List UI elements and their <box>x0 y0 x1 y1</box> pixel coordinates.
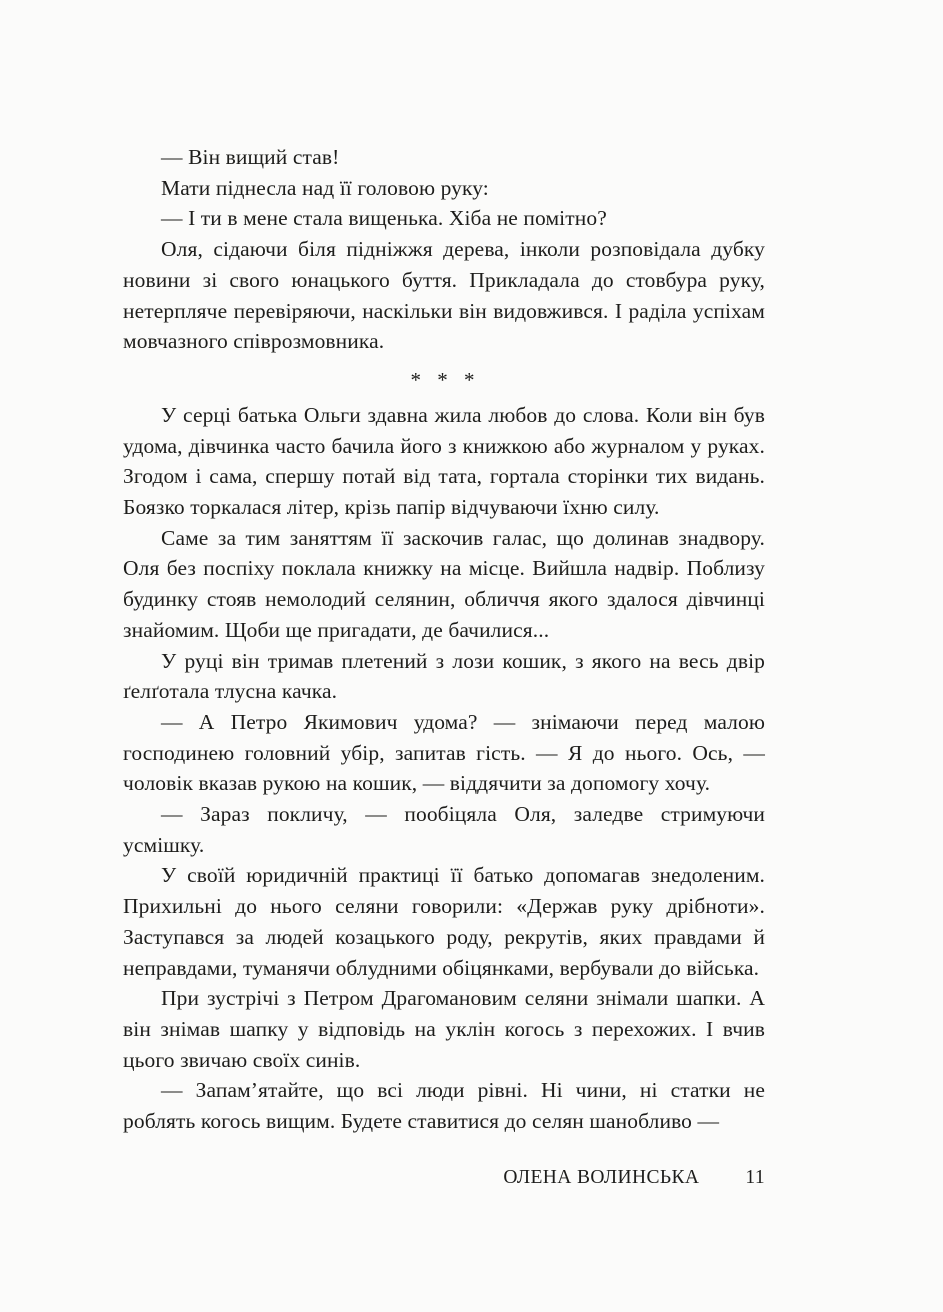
paragraph: Оля, сідаючи біля підніжжя дерева, інколи розповідала дубку новини зі свого юнацького буття. Прикладала до стовбура руку, нетерпляче перевіряючи, наскільки він видовжився. І раділа успіхам мовчазного співрозмовника. <box>123 237 765 354</box>
paragraph: — Запам’ятайте, що всі люди рівні. Ні чини, ні статки не роблять когось вищим. Будете ставитися до селян шанобливо — <box>123 1078 765 1134</box>
paragraph: У руці він тримав плетений з лози кошик, з якого на весь двір ґелґотала тлусна качка. <box>123 648 765 704</box>
paragraph: У серці батька Ольги здавна жила любов до слова. Коли він був удома, дівчинка часто бачила його з книжкою або журналом у руках. Згодом і сама, спершу потай від тата, гортала сторінки тих видань. Боязко торкалася літер, крізь папір відчуваючи їхню силу. <box>123 402 765 520</box>
paragraph: При зустрічі з Петром Драгомановим селяни знімали шапки. А він знімав шапку у відповідь на уклін когось з перехожих. І вчив цього звичаю своїх синів. <box>123 986 765 1072</box>
body-text-top <box>123 142 765 357</box>
book-page <box>123 142 765 1137</box>
paragraph: Саме за тим заняттям її заскочив галас, що долинав знадвору. Оля без поспіху поклала книжку на місце. Вийшла надвір. Поблизу будинку стояв немолодий селянин, обличчя якого здалося дівчинці знайомим. Щоби ще пригадати, де бачилися... <box>123 525 765 642</box>
body-text-bottom <box>123 400 765 1137</box>
page-footer <box>123 1166 765 1190</box>
page-number: 11 <box>745 1167 765 1188</box>
paragraph: У своїй юридичній практиці її батько допомагав знедоленим. Прихильні до нього селяни говорили: «Держав руку дрібноти». Заступався за людей козацького роду, рекрутів, яких правдами й неправдами, туманячи облудними обіцянками, вербували до війська. <box>123 863 765 980</box>
paragraph: Мати піднесла над її головою руку: <box>161 175 489 200</box>
running-title: ОЛЕНА ВОЛИНСЬКА <box>503 1167 700 1188</box>
paragraph: — Зараз покличу, — пообіцяла Оля, заледве стримуючи усмішку. <box>123 802 765 857</box>
paragraph: — Він вищий став! <box>161 145 340 169</box>
section-separator: * * * <box>410 367 478 392</box>
paragraph: — А Петро Якимович удома? — знімаючи перед малою господинею головний убір, запитав гість. — Я до нього. Ось, — чоловік вказав рукою на кошик, — віддячити за допомогу хочу. <box>123 709 765 796</box>
paragraph: — І ти в мене стала вищенька. Хіба не помітно? <box>161 206 607 231</box>
